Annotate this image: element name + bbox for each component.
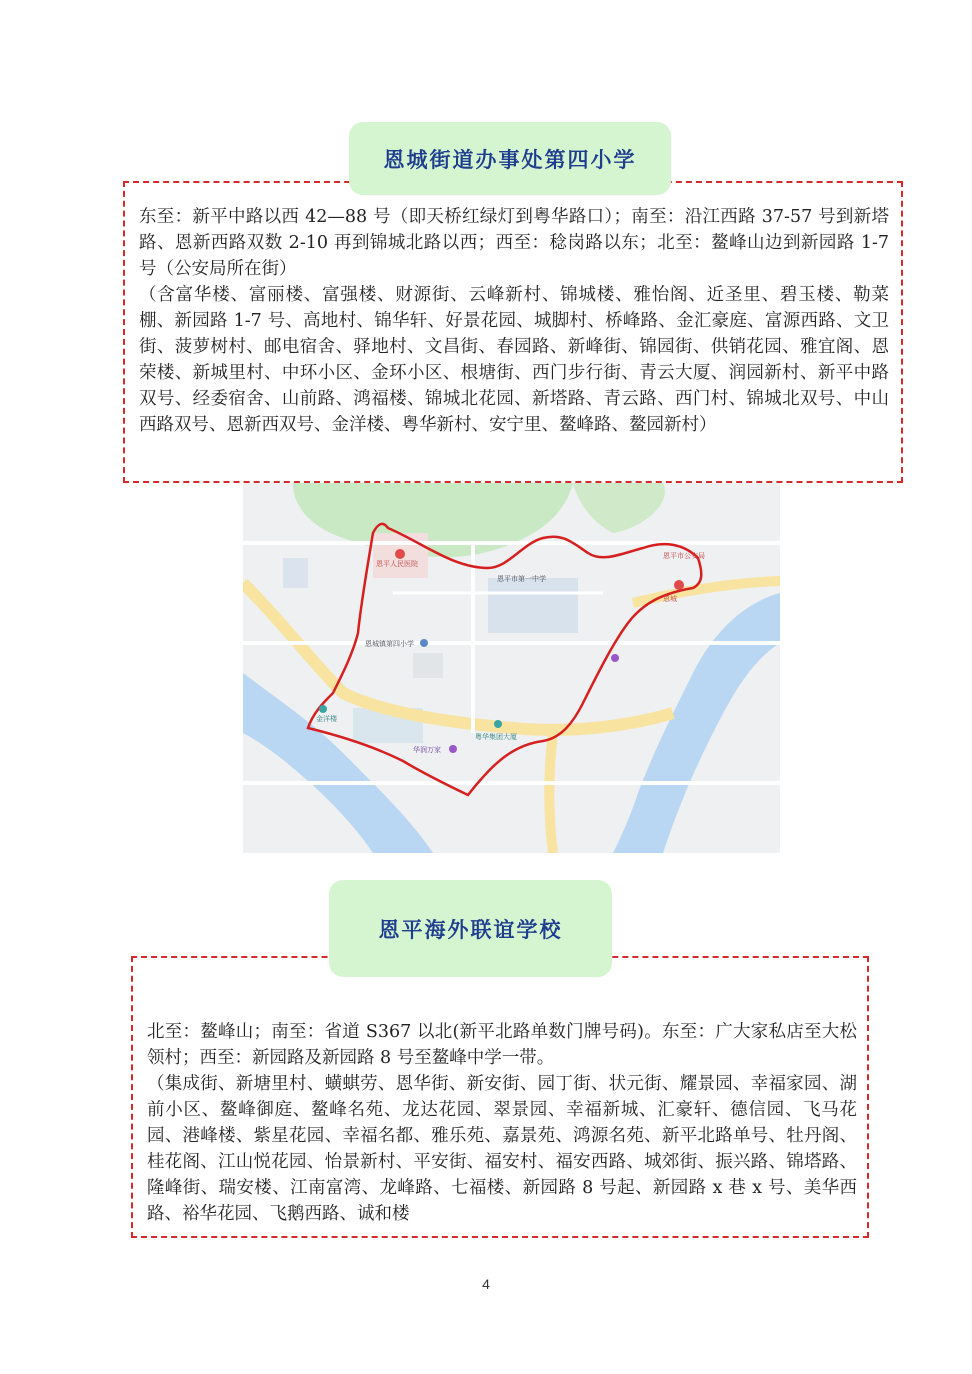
map-label-jinyang: 金洋楼 [316,715,337,723]
map-label-middle-school: 恩平市第一中学 [497,575,546,583]
section2-title-text: 恩平海外联谊学校 [378,916,563,942]
section1-title [349,122,671,195]
section2-boundary-text: 北至：鳌峰山；南至：省道 S367 以北(新平北路单数门牌号码)。东至：广大家私店至大松领村；西至：新园路及新园路 8 号至鳌峰中学一带。 [147,1022,857,1068]
map-label-hospital: 恩平人民医院 [376,560,418,568]
district-map-svg [243,483,780,853]
map-label-east: 恩平市公安局 [663,552,705,560]
section1-title-text: 恩城街道办事处第四小学 [383,146,637,172]
section2-title [329,880,612,977]
map-label-huarun: 华润万家 [413,746,441,754]
section1-areas-text: （含富华楼、富丽楼、富强楼、财源街、云峰新村、锦城楼、雅怡阁、近圣里、碧玉楼、勒菜棚、新园路 1-7 号、高地村、锦华轩、好景花园、城脚村、桥峰路、金汇豪庭、富源西路、文卫街、菠萝树村、邮电宿舍、驿地村、文昌街、春园路、新峰街、锦园街、供销花园、雅宜阁、恩荣楼、新城里村、中环小区、金环小区、根塘街、西门步行街、青云大厦、润园新村、新平中路双号、经委宿舍、山前路、鸿福楼、锦城北花园、新塔路、青云路、西门村、锦城北双号、中山西路双号、恩新西双号、金洋楼、粤华新村、安宁里、鳌峰路、鳌园新村） [139,285,889,435]
section2-areas-text: （集成街、新塘里村、蟥蜞劳、恩华街、新安街、园丁街、状元街、耀景园、幸福家园、湖前小区、鳌峰御庭、鳌峰名苑、龙达花园、翠景园、幸福新城、汇豪轩、德信园、飞马花园、港峰楼、紫星花园、幸福名都、雅乐苑、嘉景苑、鸿源名苑、新平北路单号、牡丹阁、桂花阁、江山悦花园、怡景新村、平安街、福安村、福安西路、城郊街、振兴路、锦塔路、隆峰街、瑞安楼、江南富湾、龙峰路、七福楼、新园路 8 号起、新园路 x 巷 x 号、美华西路、裕华花园、飞鹅西路、诚和楼 [147,1074,857,1224]
map-label-east2: 恩城 [663,595,677,603]
section1-content-box [123,181,903,483]
section1-boundary-text: 东至：新平中路以西 42—88 号（即天桥红绿灯到粤华路口）；南至：沿江西路 37-57 号到新塔路、恩新西路双数 2-10 再到锦城北路以西；西至：稔岗路以东；北至：鳌峰山边到新园路 1-7 号（公安局所在街） [139,207,889,279]
map-label-primary-school: 恩城镇第四小学 [365,640,414,648]
section2-content-box [131,956,869,1238]
district-map [243,483,780,853]
page-number: 4 [482,1276,490,1292]
map-label-yuehua: 粤华集团大厦 [475,733,517,741]
